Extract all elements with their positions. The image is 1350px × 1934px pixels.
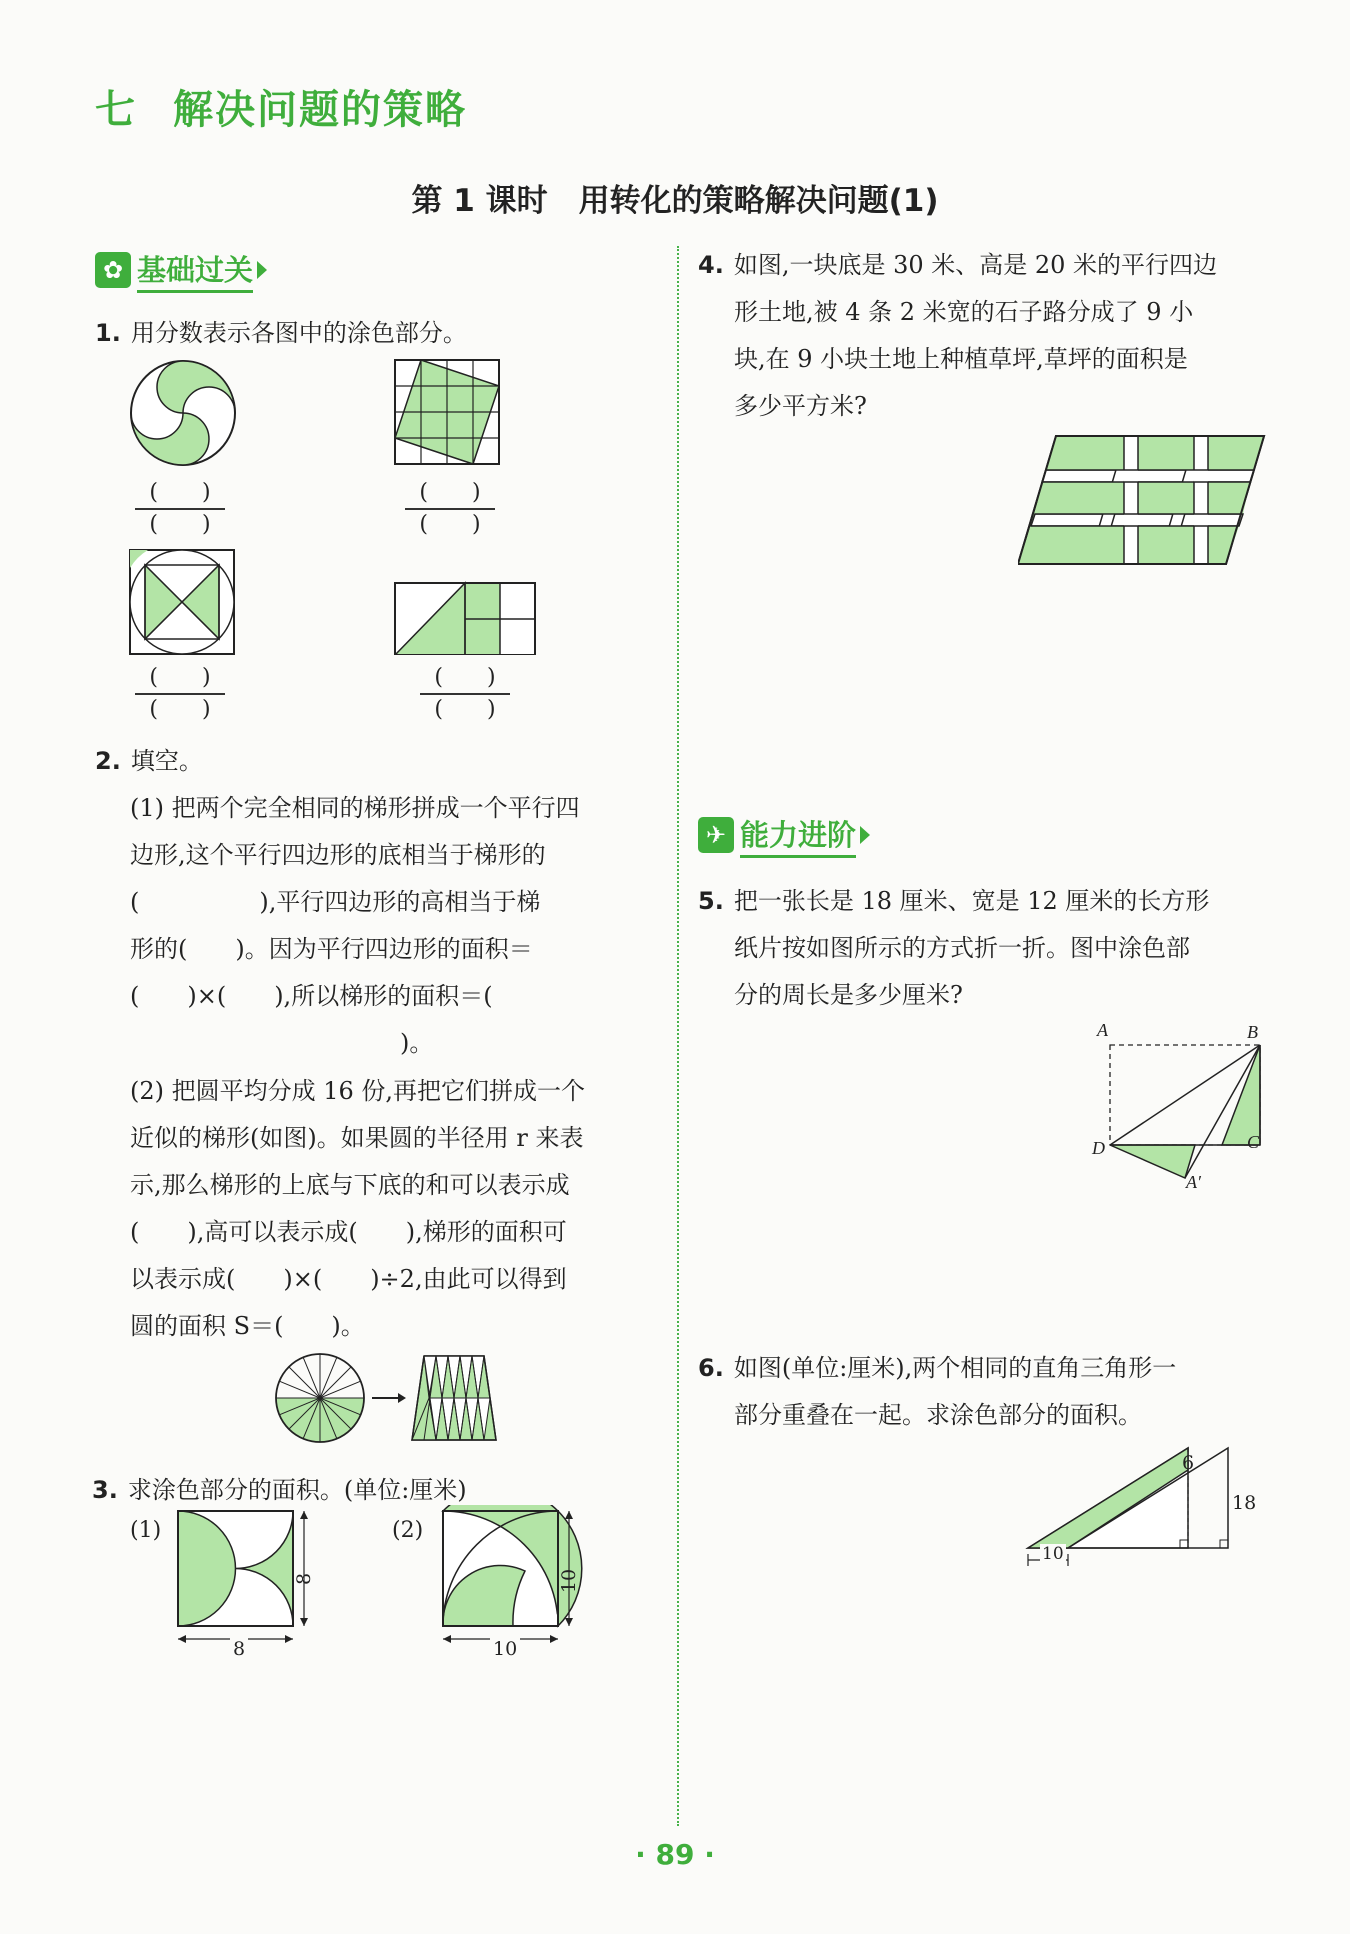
lesson-title: 第 1 课时 用转化的策略解决问题(1) — [411, 183, 939, 219]
question-5: 5. 把一张长是 18 厘米、宽是 12 厘米的长方形 纸片按如图所示的方式折一折。图中涂色部 分的周长是多少厘米? — [698, 887, 1210, 1009]
page-number: · 89 · — [635, 1838, 715, 1871]
q1-answer-4[interactable]: ( ) ( ) — [420, 665, 510, 723]
q2-circle-to-trapezoid-figure — [270, 1350, 510, 1450]
q3-fig1-side-label: 8 — [293, 1572, 316, 1586]
q1-answer-3[interactable]: ( ) ( ) — [135, 665, 225, 723]
section-advanced-badge: ✈ 能力进阶 — [698, 815, 870, 855]
question-2: 2. 填空。 — [95, 747, 203, 775]
section-basic-badge: ✿ 基础过关 — [95, 250, 267, 290]
q2-part-2: (2) 把圆平均分成 16 份,再把它们拼成一个 近似的梯形(如图)。如果圆的半径用 r 来表 示,那么梯形的上底与下底的和可以表示成 ( ),高可以表示成( ),梯形的面积可 以表示成( )×( )÷2,由此可以得到 圆的面积 S＝( )。 — [130, 1077, 586, 1340]
q5-label-b: B — [1247, 1022, 1258, 1042]
q3-fig1-bottom-label: 8 — [230, 1638, 248, 1660]
q2-part-1: (1) 把两个完全相同的梯形拼成一个平行四 边形,这个平行四边形的底相当于梯形的 ( ),平行四边形的高相当于梯 形的( )。因为平行四边形的面积＝ ( )×( ),所以梯形的面积＝( )。 — [130, 794, 580, 1057]
q3-fig2-label: (2) — [392, 1518, 424, 1543]
q4-parallelogram-figure — [1018, 432, 1268, 572]
q1-fig-square-circle — [130, 550, 234, 654]
q3-fig2-side-label: 10 — [558, 1568, 581, 1594]
q6-label-6: 6 — [1182, 1452, 1195, 1474]
q5-label-a-prime: A′ — [1186, 1172, 1201, 1192]
arrow-icon — [257, 261, 267, 279]
question-6: 6. 如图(单位:厘米),两个相同的直角三角形一 部分重叠在一起。求涂色部分的面积。 — [698, 1354, 1177, 1429]
q6-label-10: 10 — [1042, 1544, 1064, 1564]
q1-fig-rectangle — [395, 583, 535, 655]
question-3: 3. 求涂色部分的面积。(单位:厘米) — [92, 1476, 467, 1504]
q3-fig1-label: (1) — [130, 1518, 162, 1543]
q1-answer-2[interactable]: ( ) ( ) — [405, 480, 495, 538]
gear-icon: ✿ — [95, 252, 131, 288]
q3-fig2-bottom-label: 10 — [490, 1638, 520, 1660]
question-4: 4. 如图,一块底是 30 米、高是 20 米的平行四边 形土地,被 4 条 2 米宽的石子路分成了 9 小 块,在 9 小块土地上种植草坪,草坪的面积是 多少平方米? — [698, 251, 1218, 420]
q5-label-d: D — [1092, 1138, 1105, 1158]
q5-label-a: A — [1097, 1020, 1108, 1040]
q1-answer-1[interactable]: ( ) ( ) — [135, 480, 225, 538]
running-icon: ✈ — [698, 817, 734, 853]
q5-label-c: C — [1247, 1132, 1260, 1152]
column-divider — [677, 246, 679, 1826]
question-1: 1. 用分数表示各图中的涂色部分。 — [95, 319, 467, 347]
q1-fig-grid — [395, 360, 499, 464]
q1-fig-circle — [131, 361, 235, 465]
arrow-icon — [860, 826, 870, 844]
chapter-title: 七 解决问题的策略 — [95, 87, 467, 133]
q6-label-18: 18 — [1232, 1492, 1257, 1514]
